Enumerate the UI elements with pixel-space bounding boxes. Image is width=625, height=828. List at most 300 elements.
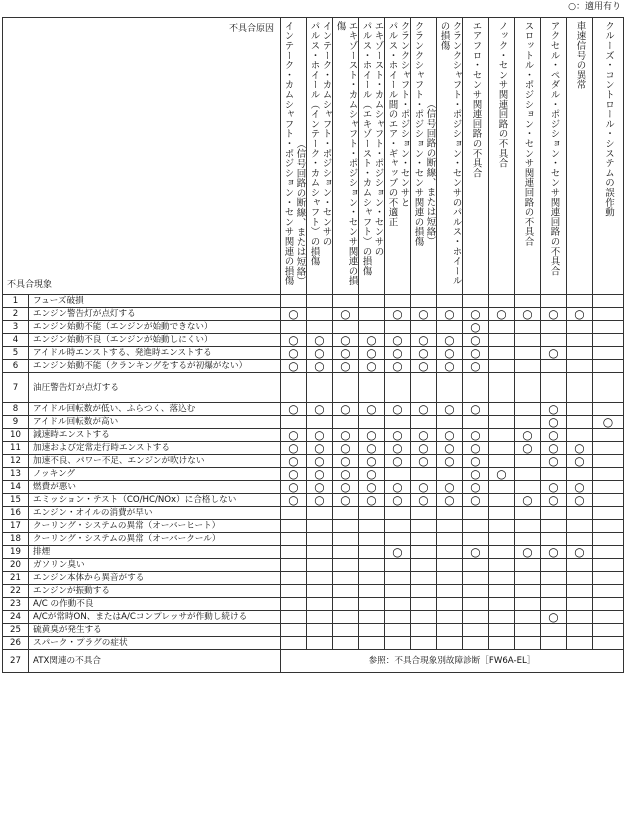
applicability-cell <box>593 442 624 455</box>
applicability-cell <box>515 334 541 347</box>
applicability-cell <box>515 520 541 533</box>
symptom-cell: スパーク・プラグの症状 <box>29 637 281 650</box>
applicability-cell <box>593 308 624 321</box>
applicability-cell <box>541 468 567 481</box>
applicability-cell <box>281 321 307 334</box>
applicability-cell: ○ <box>463 321 489 334</box>
applicability-cell <box>437 295 463 308</box>
header-row <box>3 18 624 295</box>
applicability-cell: ○ <box>411 360 437 373</box>
applicability-cell <box>437 321 463 334</box>
applicability-cell <box>385 416 411 429</box>
applicability-cell: ○ <box>307 455 333 468</box>
applicability-cell <box>463 559 489 572</box>
applicability-cell: ○ <box>437 494 463 507</box>
applicability-cell: ○ <box>281 468 307 481</box>
applicability-cell <box>411 373 437 403</box>
cause-column-header <box>567 18 593 295</box>
applicability-cell <box>567 585 593 598</box>
applicability-cell: ○ <box>541 611 567 624</box>
applicability-cell <box>489 321 515 334</box>
applicability-cell <box>359 507 385 520</box>
applicability-cell <box>489 416 515 429</box>
applicability-cell: ○ <box>359 455 385 468</box>
applicability-cell <box>359 624 385 637</box>
cause-column-header <box>333 18 359 295</box>
applicability-cell <box>281 611 307 624</box>
cause-column-header <box>411 18 437 295</box>
applicability-cell <box>489 520 515 533</box>
applicability-cell: ○ <box>541 429 567 442</box>
applicability-cell <box>515 295 541 308</box>
applicability-cell: ○ <box>359 468 385 481</box>
applicability-cell <box>489 572 515 585</box>
applicability-cell <box>307 533 333 546</box>
applicability-cell <box>567 347 593 360</box>
applicability-cell: ○ <box>567 455 593 468</box>
applicability-cell: ○ <box>333 481 359 494</box>
applicability-cell <box>463 520 489 533</box>
cause-column-header <box>307 18 333 295</box>
row-number: 20 <box>3 559 29 572</box>
symptom-cell: アイドル回転数が高い <box>29 416 281 429</box>
applicability-cell: ○ <box>281 360 307 373</box>
applicability-cell <box>333 546 359 559</box>
applicability-cell: ○ <box>411 429 437 442</box>
row-number: 1 <box>3 295 29 308</box>
applicability-cell <box>593 559 624 572</box>
table-row <box>3 507 624 520</box>
applicability-cell <box>489 494 515 507</box>
applicability-cell <box>489 442 515 455</box>
applicability-cell <box>359 637 385 650</box>
applicability-cell <box>489 624 515 637</box>
applicability-cell: ○ <box>281 455 307 468</box>
applicability-cell <box>385 624 411 637</box>
applicability-cell <box>489 546 515 559</box>
applicability-cell: ○ <box>515 442 541 455</box>
applicability-cell <box>437 520 463 533</box>
applicability-cell <box>359 611 385 624</box>
applicability-cell: ○ <box>463 546 489 559</box>
applicability-cell: ○ <box>359 347 385 360</box>
applicability-cell: ○ <box>385 455 411 468</box>
applicability-cell <box>515 360 541 373</box>
table-row <box>3 295 624 308</box>
applicability-cell <box>567 572 593 585</box>
applicability-cell: ○ <box>281 442 307 455</box>
applicability-cell <box>307 308 333 321</box>
applicability-cell <box>541 533 567 546</box>
applicability-cell: ○ <box>333 360 359 373</box>
applicability-cell <box>489 455 515 468</box>
applicability-cell <box>411 533 437 546</box>
applicability-cell <box>281 637 307 650</box>
symptom-cell: 加速不良、パワー不足、エンジンが吹けない <box>29 455 281 468</box>
applicability-cell: ○ <box>515 308 541 321</box>
applicability-cell: ○ <box>307 347 333 360</box>
applicability-cell <box>489 373 515 403</box>
applicability-cell <box>437 533 463 546</box>
symptom-cell: ノッキング <box>29 468 281 481</box>
symptom-cell: A/C の作動不良 <box>29 598 281 611</box>
applicability-cell <box>359 416 385 429</box>
applicability-cell <box>593 347 624 360</box>
symptom-cell: クーリング・システムの異常（オーバークール） <box>29 533 281 546</box>
applicability-cell <box>489 585 515 598</box>
applicability-cell: ○ <box>307 468 333 481</box>
applicability-cell: ○ <box>281 494 307 507</box>
applicability-cell: ○ <box>463 455 489 468</box>
cause-column-label: クランクシャフト・ポジション・センサと パルス・ホイール間のエア・ギャップの不適正 <box>386 21 410 227</box>
applicability-cell <box>281 416 307 429</box>
applicability-cell <box>385 373 411 403</box>
applicability-cell <box>437 416 463 429</box>
applicability-cell <box>541 637 567 650</box>
applicability-cell: ○ <box>307 403 333 416</box>
cause-column-label: インテーク・カムシャフト・ポジション・センサ関連の損傷 <box>282 21 294 286</box>
applicability-cell <box>489 403 515 416</box>
applicability-cell: ○ <box>463 429 489 442</box>
symptom-cell: エンジン始動不良（エンジンが始動しにくい） <box>29 334 281 347</box>
applicability-cell <box>593 624 624 637</box>
applicability-cell <box>307 321 333 334</box>
row-number: 16 <box>3 507 29 520</box>
cause-column-header <box>385 18 411 295</box>
applicability-cell <box>333 572 359 585</box>
cause-column-note: （信号回路の断線、または短絡） <box>294 138 306 286</box>
applicability-cell <box>463 611 489 624</box>
applicability-cell <box>593 429 624 442</box>
applicability-cell <box>411 520 437 533</box>
applicability-cell <box>359 559 385 572</box>
cause-column-label: 車速信号の異常 <box>574 21 586 90</box>
applicability-cell <box>541 295 567 308</box>
applicability-cell: ○ <box>307 360 333 373</box>
applicability-cell: ○ <box>541 403 567 416</box>
applicability-cell <box>359 572 385 585</box>
applicability-cell <box>437 598 463 611</box>
applicability-cell <box>463 624 489 637</box>
applicability-cell: ○ <box>385 308 411 321</box>
applicability-cell <box>567 611 593 624</box>
applicability-cell <box>307 295 333 308</box>
applicability-cell <box>411 637 437 650</box>
applicability-cell <box>307 598 333 611</box>
table-row <box>3 533 624 546</box>
symptom-cell: エンジンが振動する <box>29 585 281 598</box>
diagnosis-matrix-table <box>2 17 624 673</box>
applicability-cell <box>437 546 463 559</box>
applicability-cell <box>541 334 567 347</box>
applicability-cell: ○ <box>463 468 489 481</box>
applicability-cell: ○ <box>281 334 307 347</box>
row-number: 22 <box>3 585 29 598</box>
row-number: 26 <box>3 637 29 650</box>
symptom-cell: アイドル時エンストする、発進時エンストする <box>29 347 281 360</box>
applicability-cell: ○ <box>437 403 463 416</box>
symptom-cell: エミッション・テスト（CO/HC/NOx）に合格しない <box>29 494 281 507</box>
applicability-cell <box>593 373 624 403</box>
cause-column-header <box>281 18 307 295</box>
applicability-cell <box>593 598 624 611</box>
applicability-cell <box>333 507 359 520</box>
applicability-cell: ○ <box>411 308 437 321</box>
row-number: 9 <box>3 416 29 429</box>
applicability-cell: ○ <box>411 455 437 468</box>
applicability-cell: ○ <box>359 403 385 416</box>
cause-column-label: エアフロ・センサ関連回路の不具合 <box>470 21 482 178</box>
applicability-cell: ○ <box>411 403 437 416</box>
applicability-cell <box>567 624 593 637</box>
cause-column-header <box>437 18 463 295</box>
applicability-cell: ○ <box>541 347 567 360</box>
cause-column-label: スロットル・ポジション・センサ関連回路の不具合 <box>522 21 534 247</box>
symptom-cell: 排煙 <box>29 546 281 559</box>
applicability-cell <box>515 572 541 585</box>
applicability-cell <box>281 624 307 637</box>
row-number: 27 <box>3 650 29 673</box>
applicability-cell <box>515 416 541 429</box>
cause-column-note: （信号回路の断線、または短絡） <box>424 99 436 247</box>
table-row <box>3 468 624 481</box>
applicability-cell <box>359 533 385 546</box>
applicability-cell <box>333 321 359 334</box>
applicability-cell: ○ <box>281 429 307 442</box>
applicability-cell <box>489 360 515 373</box>
cause-column-header <box>359 18 385 295</box>
row-number: 25 <box>3 624 29 637</box>
applicability-cell: ○ <box>333 429 359 442</box>
applicability-cell <box>593 334 624 347</box>
applicability-cell: ○ <box>437 334 463 347</box>
applicability-cell: ○ <box>333 308 359 321</box>
applicability-cell <box>437 373 463 403</box>
symptom-cell: エンジン始動不能（クランキングをするが初爆がない） <box>29 360 281 373</box>
row-number: 14 <box>3 481 29 494</box>
cause-column-label: クランクシャフト・ポジション・センサのパルス・ホイールの損傷 <box>438 21 462 286</box>
applicability-cell <box>567 520 593 533</box>
applicability-cell: ○ <box>463 308 489 321</box>
applicability-cell: ○ <box>385 481 411 494</box>
applicability-cell <box>385 507 411 520</box>
applicability-cell <box>437 468 463 481</box>
applicability-cell: ○ <box>385 403 411 416</box>
applicability-cell: ○ <box>593 416 624 429</box>
cause-column-header <box>489 18 515 295</box>
applicability-cell: ○ <box>541 416 567 429</box>
applicability-cell <box>385 611 411 624</box>
applicability-cell <box>437 507 463 520</box>
applicability-cell <box>463 637 489 650</box>
applicability-cell <box>489 334 515 347</box>
row-number: 5 <box>3 347 29 360</box>
applicability-cell: ○ <box>411 481 437 494</box>
applicability-cell <box>307 546 333 559</box>
applicability-cell <box>307 624 333 637</box>
applicability-cell: ○ <box>333 455 359 468</box>
applicability-cell <box>385 637 411 650</box>
applicability-cell <box>333 295 359 308</box>
cause-column-label: クランクシャフト・ポジション・センサ関連の損傷 <box>412 21 424 247</box>
applicability-cell: ○ <box>359 334 385 347</box>
applicability-cell: ○ <box>567 481 593 494</box>
applicability-cell <box>307 559 333 572</box>
applicability-cell <box>411 572 437 585</box>
applicability-cell: ○ <box>359 494 385 507</box>
applicability-cell <box>359 295 385 308</box>
applicability-cell <box>515 455 541 468</box>
applicability-cell <box>385 295 411 308</box>
applicability-cell <box>489 598 515 611</box>
table-row <box>3 481 624 494</box>
row-number: 13 <box>3 468 29 481</box>
applicability-cell <box>541 559 567 572</box>
applicability-cell <box>567 429 593 442</box>
applicability-cell <box>567 559 593 572</box>
applicability-cell <box>437 585 463 598</box>
symptom-cell: 加速および定常走行時エンストする <box>29 442 281 455</box>
table-row <box>3 347 624 360</box>
applicability-cell <box>411 546 437 559</box>
applicability-cell <box>333 373 359 403</box>
applicability-cell <box>463 533 489 546</box>
applicability-cell <box>437 624 463 637</box>
applicability-cell <box>541 520 567 533</box>
applicability-cell <box>385 598 411 611</box>
applicability-cell <box>359 321 385 334</box>
table-row <box>3 429 624 442</box>
applicability-cell <box>541 373 567 403</box>
symptom-cell: 油圧警告灯が点灯する <box>29 373 281 403</box>
applicability-cell: ○ <box>463 403 489 416</box>
applicability-cell <box>307 520 333 533</box>
applicability-cell: ○ <box>359 360 385 373</box>
applicability-cell: ○ <box>541 494 567 507</box>
applicability-cell <box>281 533 307 546</box>
cause-column-label: エキゾースト・カムシャフト・ポジション・センサ関連の損傷 <box>334 21 358 286</box>
applicability-cell <box>359 546 385 559</box>
applicability-cell: ○ <box>333 468 359 481</box>
cause-header-label: 不具合原因 <box>228 24 274 34</box>
applicability-cell <box>411 598 437 611</box>
applicability-cell <box>593 321 624 334</box>
applicability-cell <box>489 429 515 442</box>
applicability-cell <box>567 416 593 429</box>
legend-note: ○：適用有り <box>568 2 621 12</box>
applicability-cell <box>593 546 624 559</box>
applicability-cell: ○ <box>437 347 463 360</box>
applicability-cell <box>437 637 463 650</box>
applicability-cell: ○ <box>281 347 307 360</box>
applicability-cell: ○ <box>307 442 333 455</box>
cause-column-label: インテーク・カムシャフト・ポジション・センサの パルス・ホイール（インテーク・カムシャフト）の損傷 <box>308 21 332 266</box>
applicability-cell: ○ <box>515 429 541 442</box>
applicability-cell <box>411 585 437 598</box>
applicability-cell <box>593 533 624 546</box>
applicability-cell <box>333 585 359 598</box>
applicability-cell: ○ <box>515 494 541 507</box>
row-number: 2 <box>3 308 29 321</box>
table-row <box>3 559 624 572</box>
symptom-cell: 硫黄臭が発生する <box>29 624 281 637</box>
applicability-cell <box>489 507 515 520</box>
table-row <box>3 637 624 650</box>
applicability-cell: ○ <box>307 334 333 347</box>
applicability-cell <box>281 373 307 403</box>
applicability-cell <box>515 481 541 494</box>
applicability-cell: ○ <box>489 308 515 321</box>
row-number: 18 <box>3 533 29 546</box>
table-row <box>3 650 624 673</box>
applicability-cell <box>515 585 541 598</box>
applicability-cell <box>541 572 567 585</box>
applicability-cell <box>411 295 437 308</box>
applicability-cell <box>411 468 437 481</box>
applicability-cell <box>567 637 593 650</box>
cause-column-header <box>463 18 489 295</box>
applicability-cell <box>515 598 541 611</box>
table-row <box>3 598 624 611</box>
applicability-cell <box>385 520 411 533</box>
table-row <box>3 360 624 373</box>
applicability-cell <box>359 585 385 598</box>
applicability-cell: ○ <box>463 360 489 373</box>
applicability-cell <box>593 611 624 624</box>
table-row <box>3 494 624 507</box>
applicability-cell <box>489 347 515 360</box>
applicability-cell <box>463 585 489 598</box>
applicability-cell <box>541 507 567 520</box>
row-number: 6 <box>3 360 29 373</box>
symptom-cell: クーリング・システムの異常（オーバーヒート） <box>29 520 281 533</box>
applicability-cell <box>567 468 593 481</box>
applicability-cell: ○ <box>385 334 411 347</box>
symptom-cell: エンジン警告灯が点灯する <box>29 308 281 321</box>
row-number: 7 <box>3 373 29 403</box>
applicability-cell: ○ <box>359 442 385 455</box>
applicability-cell <box>307 611 333 624</box>
row-number: 10 <box>3 429 29 442</box>
table-row <box>3 546 624 559</box>
symptom-header-label: 不具合現象 <box>7 280 53 290</box>
applicability-cell: ○ <box>437 429 463 442</box>
applicability-cell <box>385 572 411 585</box>
applicability-cell: ○ <box>463 442 489 455</box>
applicability-cell <box>281 520 307 533</box>
applicability-cell: ○ <box>385 347 411 360</box>
applicability-cell <box>385 468 411 481</box>
applicability-cell: ○ <box>437 481 463 494</box>
table-row <box>3 403 624 416</box>
row-number: 23 <box>3 598 29 611</box>
applicability-cell <box>333 611 359 624</box>
applicability-cell <box>489 559 515 572</box>
applicability-cell <box>541 624 567 637</box>
table-row <box>3 611 624 624</box>
cause-column-header <box>515 18 541 295</box>
symptom-cell: 燃費が悪い <box>29 481 281 494</box>
applicability-cell: ○ <box>385 360 411 373</box>
table-row <box>3 373 624 403</box>
applicability-cell <box>593 295 624 308</box>
row-number: 21 <box>3 572 29 585</box>
applicability-cell <box>515 624 541 637</box>
applicability-cell: ○ <box>281 308 307 321</box>
applicability-cell <box>515 611 541 624</box>
applicability-cell <box>437 572 463 585</box>
applicability-cell: ○ <box>307 429 333 442</box>
